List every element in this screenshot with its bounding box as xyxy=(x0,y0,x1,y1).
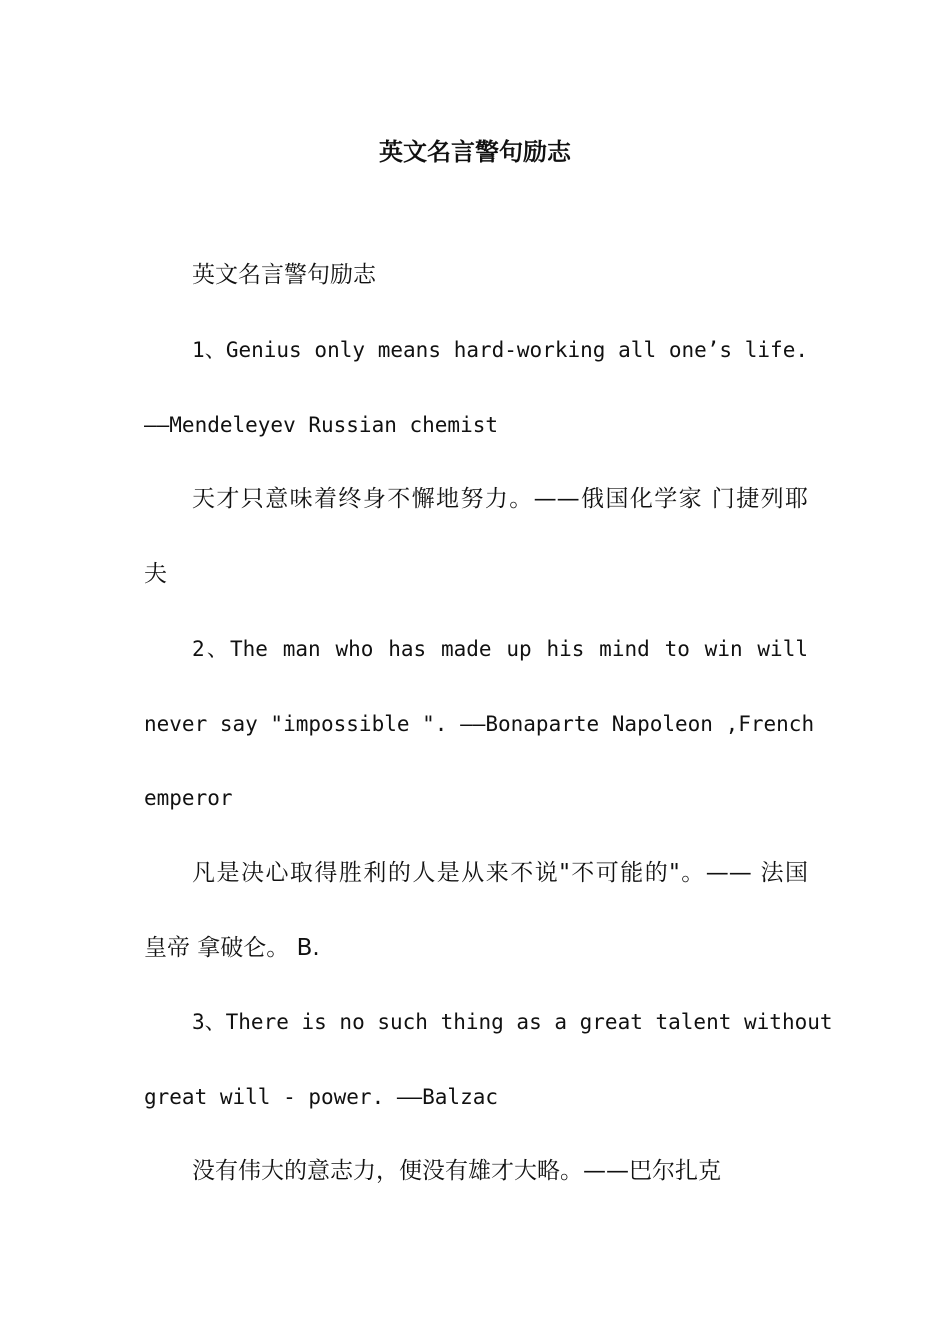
quote-2-english-line-2: never say "impossible ". ——Bonaparte Napoleon ,French xyxy=(144,712,815,736)
quote-3-chinese-line-1: 没有伟大的意志力，便没有雄才大略。——巴尔扎克 xyxy=(192,1158,721,1184)
quote-1-chinese-line-1: 天才只意味着终身不懈地努力。——俄国化学家 门捷列耶 xyxy=(192,486,808,512)
paragraph-heading: 英文名言警句励志 xyxy=(192,262,376,288)
document-title: 英文名言警句励志 xyxy=(379,138,571,166)
quote-1-english-line-1: 1、Genius only means hard-working all one’s life. xyxy=(192,338,808,362)
quote-2-english-line-3: emperor xyxy=(144,786,233,810)
quote-2-english-line-1: 2、The man who has made up his mind to win will xyxy=(192,637,808,661)
quote-3-english-line-1: 3、There is no such thing as a great talent without xyxy=(192,1010,833,1034)
quote-1-chinese-line-2: 夫 xyxy=(144,561,167,587)
quote-2-chinese-line-2: 皇帝 拿破仑。 B. xyxy=(144,935,320,961)
quote-2-chinese-line-1: 凡是决心取得胜利的人是从来不说"不可能的"。—— 法国 xyxy=(192,860,808,886)
quote-1-english-line-2: ——Mendeleyev Russian chemist xyxy=(144,413,499,437)
quote-3-english-line-2: great will - power. ——Balzac xyxy=(144,1085,499,1109)
